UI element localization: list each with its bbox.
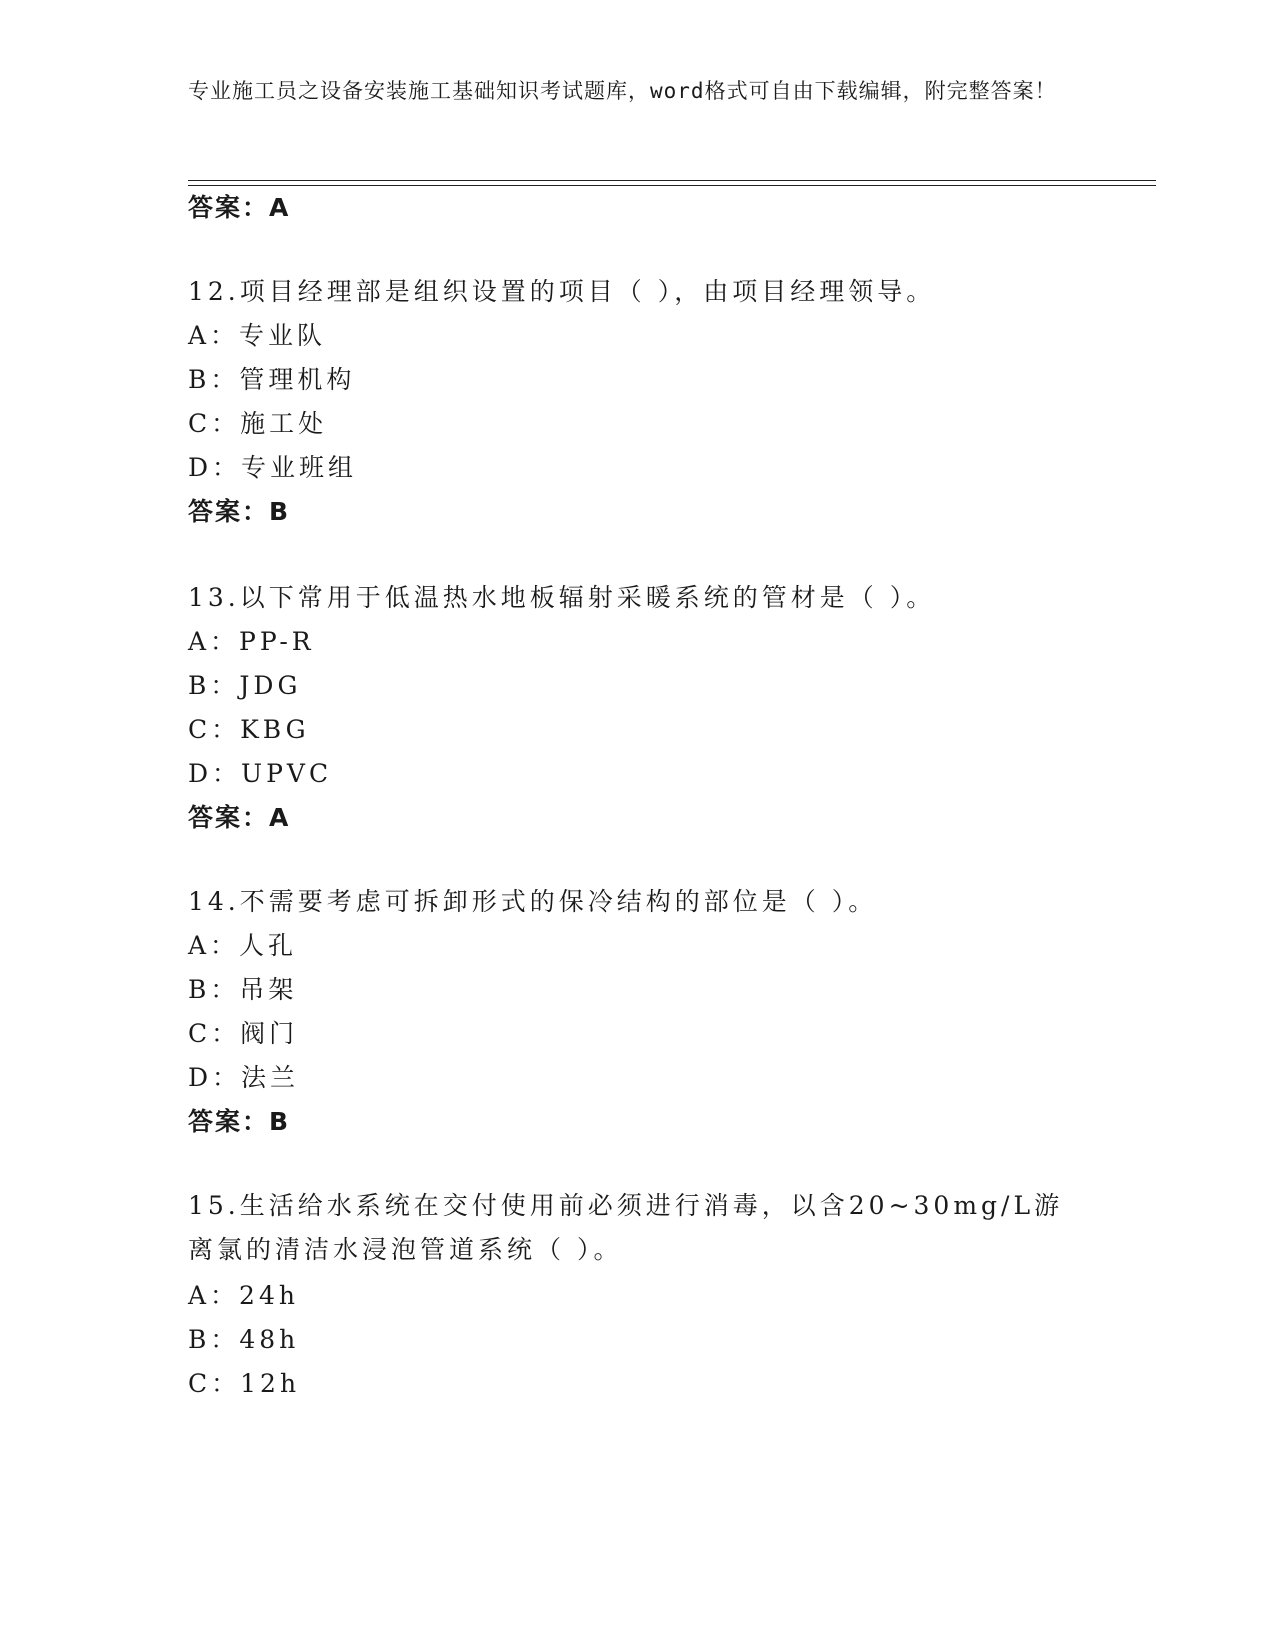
- option-a: A：专业队: [188, 321, 327, 350]
- question-stem: 15.生活给水系统在交付使用前必须进行消毒，以含20~30mg/L游离氯的清洁水浸泡管道系统（ ）。: [188, 1191, 1064, 1264]
- option-b: B：JDG: [188, 671, 302, 700]
- question-stem: 13.以下常用于低温热水地板辐射采暖系统的管材是（ ）。: [188, 583, 936, 612]
- option-b: B：吊架: [188, 975, 298, 1004]
- option-c: C：施工处: [188, 409, 328, 438]
- answer-label: 答案：B: [188, 497, 291, 526]
- question-stem: 12.项目经理部是组织设置的项目（ ），由项目经理领导。: [188, 277, 936, 306]
- question-stem: 14.不需要考虑可拆卸形式的保冷结构的部位是（ ）。: [188, 887, 878, 916]
- option-c: C：12h: [188, 1369, 301, 1398]
- answer-label: 答案：B: [188, 1107, 291, 1136]
- option-d: D：UPVC: [188, 759, 333, 788]
- answer-label: 答案：A: [188, 803, 291, 832]
- option-c: C：阀门: [188, 1019, 299, 1048]
- option-a: A：24h: [188, 1281, 299, 1310]
- option-d: D：法兰: [188, 1063, 300, 1092]
- option-a: A：PP-R: [188, 627, 315, 656]
- header-divider-bottom: [188, 185, 1156, 186]
- document-header: 专业施工员之设备安装施工基础知识考试题库，word格式可自由下载编辑，附完整答案！: [188, 79, 1057, 103]
- option-b: B：管理机构: [188, 365, 356, 394]
- answer-label: 答案：A: [188, 193, 291, 222]
- option-a: A：人孔: [188, 931, 298, 960]
- option-d: D：专业班组: [188, 453, 358, 482]
- header-divider-top: [188, 180, 1156, 181]
- option-c: C：KBG: [188, 715, 310, 744]
- option-b: B：48h: [188, 1325, 300, 1354]
